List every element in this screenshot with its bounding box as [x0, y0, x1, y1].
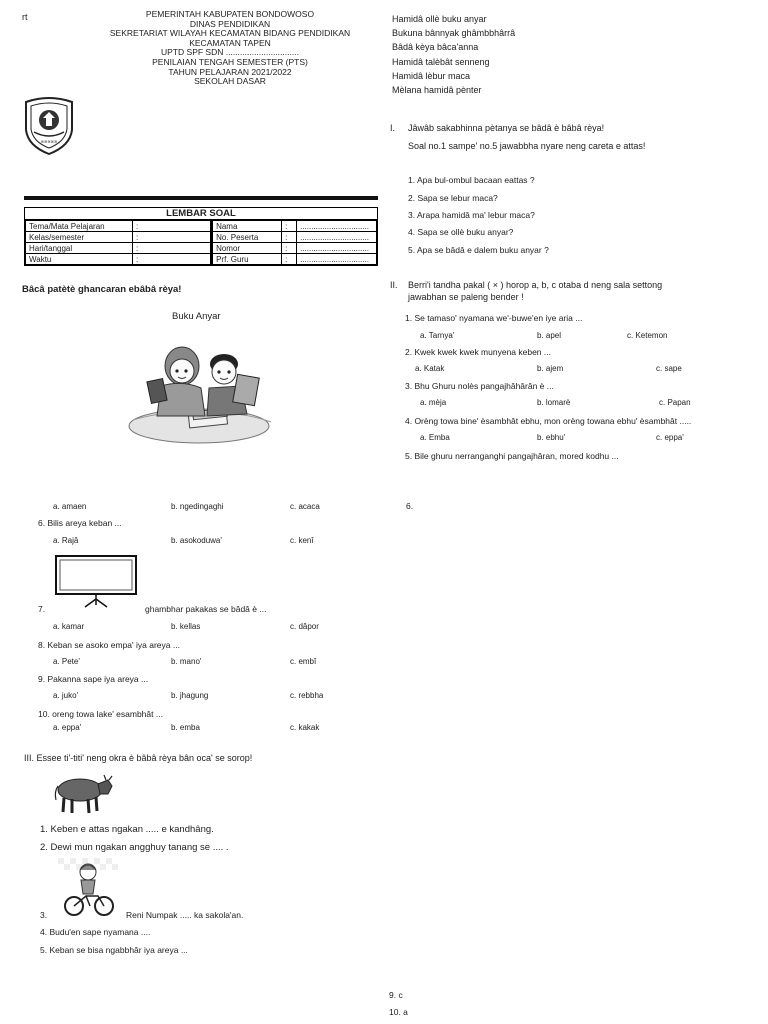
field-label: Hari/tanggal	[26, 243, 133, 254]
section2-number: II.	[390, 280, 398, 290]
fill-question: 4. Budu'en sape nyamana ....	[40, 927, 151, 937]
mc-option-c[interactable]: c. embî	[290, 657, 317, 666]
mc-option-a[interactable]: a. eppa'	[53, 723, 82, 732]
mc-option-b[interactable]: b. asokoduwa'	[171, 536, 222, 545]
lembar-soal-table	[24, 207, 378, 266]
mc-question: 1. Se tamaso' nyamana we'-buwe'en iye aria ...	[405, 313, 583, 323]
field-sep: :	[282, 243, 297, 254]
mc-question: 10. oreng towa lake' esambhât ...	[38, 709, 163, 719]
essay-question: 4. Sapa se ollè buku anyar?	[408, 227, 514, 237]
section3-title: III. Essee ti'-titi' neng okra è bâbâ rèya bân oca' se sorop!	[24, 753, 253, 763]
fill-question: 5. Keban se bisa ngabbhâr iya areya ...	[40, 945, 188, 955]
field-label: Waktu	[26, 254, 133, 265]
header-line: SEKRETARIAT WILAYAH KECAMATAN BIDANG PENDIDIKAN	[109, 28, 351, 39]
header-line: TAHUN PELAJARAN 2021/2022	[168, 66, 292, 77]
essay-question: 2. Sapa se lebur maca?	[408, 193, 498, 203]
header-line: KECAMATAN TAPEN	[189, 37, 271, 48]
mc-option-a[interactable]: a. Pete'	[53, 657, 80, 666]
mc-option-c[interactable]: c. kenî	[290, 536, 314, 545]
section1-title: Jâwâb sakabhinna pètanya se bâdâ è bâbâ rèya!	[408, 123, 605, 133]
field-sep: :	[282, 232, 297, 243]
mc-option-c[interactable]: c. eppa'	[656, 433, 684, 442]
header-line: DINAS PENDIDIKAN	[189, 18, 271, 29]
essay-question: 1. Apa bul-ombul bacaan eattas ?	[408, 175, 535, 185]
fill-question: 1. Keben e attas ngakan ..... e kandhâng.	[40, 824, 214, 835]
mc-option-c[interactable]: c. Ketemon	[627, 331, 668, 340]
mc-option-b[interactable]: b. jhagung	[171, 691, 209, 700]
mc-question: 6. Bilis areya keban ...	[38, 518, 122, 528]
svg-text:≋≋≋≋≋: ≋≋≋≋≋	[40, 139, 58, 144]
blackboard-icon	[55, 555, 137, 609]
question-number: 6.	[406, 501, 414, 511]
essay-question: 5. Apa se bâdâ e dalem buku anyar ?	[408, 245, 549, 255]
mc-option-a[interactable]: a. Emba	[420, 433, 450, 442]
mc-option-b[interactable]: b. mano'	[171, 657, 202, 666]
essay-question: 3. Arapa hamidâ ma' lebur maca?	[408, 210, 535, 220]
mc-question: 2. Kwek kwek kwek munyena keben ...	[405, 347, 551, 357]
mc-option-b[interactable]: b. ebhu'	[537, 433, 566, 442]
girl-bicycle-icon	[58, 858, 118, 918]
header-divider	[24, 196, 378, 200]
field-label: Nomor	[213, 243, 282, 254]
fill-question: Reni Numpak ..... ka sakola'an.	[126, 910, 244, 920]
field-label: Kelas/semester	[26, 232, 133, 243]
section2-title: Berri'i tandha pakal ( × ) horop a, b, c otaba d neng sala settong	[408, 280, 663, 290]
regency-logo-icon	[22, 96, 76, 156]
section1-subtitle: Soal no.1 sampe' no.5 jawabbha nyare neng careta e attas!	[408, 141, 646, 151]
header-line: PENILAIAN TENGAH SEMESTER (PTS)	[152, 56, 308, 67]
mc-option-c[interactable]: c. acaca	[290, 502, 320, 511]
field-sep: :	[133, 254, 211, 265]
field-sep: :	[282, 254, 297, 265]
answer-key-item: 9. c	[389, 990, 403, 1000]
story-line: Hamidâ lèbur maca	[392, 70, 471, 81]
mc-question: 9. Pakanna sape iya areya ...	[38, 674, 149, 684]
answer-key-item: 10. a	[389, 1007, 408, 1017]
story-line: Hamidâ ollè buku anyar	[392, 14, 487, 24]
header-line: UPTD SPF SDN ...............................	[161, 47, 299, 58]
fill-question: 2. Dewi mun ngakan angghuy tanang se .... .	[40, 842, 229, 853]
mc-question: 5. Bile ghuru nerranganghi pangajhâran, mored kodhu ...	[405, 451, 619, 461]
mc-option-c[interactable]: c. rebbha	[290, 691, 324, 700]
story-line: Hamidâ talèbât senneng	[392, 56, 490, 67]
mc-option-c[interactable]: c. sape	[656, 364, 682, 373]
mc-option-c[interactable]: c. Papan	[659, 398, 691, 407]
field-dots[interactable]: ...............................	[297, 243, 377, 254]
question-number: 3.	[40, 910, 48, 920]
field-sep: :	[133, 221, 211, 232]
corner-text: rt	[22, 12, 28, 22]
mc-option-c[interactable]: c. dâpor	[290, 622, 319, 631]
mc-option-b[interactable]: b. lomarè	[537, 398, 571, 407]
reading-instruction: Bâcâ patètè ghancaran ebâbâ rèya!	[22, 284, 182, 295]
mc-option-c[interactable]: c. kakak	[290, 723, 320, 732]
header-line: SEKOLAH DASAR	[194, 76, 266, 87]
story-line: Bukuna bânnyak ghâmbbhârrâ	[392, 28, 516, 39]
mc-option-b[interactable]: b. ajem	[537, 364, 564, 373]
mc-question: ghambhar pakakas se bâdâ è ...	[145, 604, 267, 614]
mc-question: 3. Bhu Ghuru nolès pangajhâhârân è ...	[405, 381, 554, 391]
mc-question: 4. Orèng towa bine' èsambhât ebhu, mon orèng towana ebhu' èsambhât .....	[405, 416, 692, 426]
mc-option-a[interactable]: a. kamar	[53, 622, 85, 631]
mc-option-b[interactable]: b. kellas	[171, 622, 201, 631]
story-line: Mèlana hamidâ pènter	[392, 85, 482, 96]
story-line: Bâdâ kèya bâca'anna	[392, 42, 479, 53]
field-dots[interactable]: ...............................	[297, 254, 377, 265]
field-dots[interactable]: ...............................	[297, 221, 377, 232]
field-sep: :	[133, 232, 211, 243]
mc-option-a[interactable]: a. Rajâ	[53, 536, 79, 545]
section1-number: I.	[390, 123, 396, 133]
mc-question: 8. Keban se asoko empa' iya areya ...	[38, 640, 180, 650]
field-label: Tema/Mata Pelajaran	[26, 221, 133, 232]
header-line: PEMERINTAH KABUPATEN BONDOWOSO	[145, 9, 315, 19]
story-title: Buku Anyar	[172, 311, 221, 322]
field-label: Nama	[213, 221, 282, 232]
field-label: No. Peserta	[213, 232, 282, 243]
mc-option-a[interactable]: a. Tarnya'	[420, 331, 455, 340]
section2-title-cont: jawabhan se paleng bender !	[408, 292, 524, 302]
mc-option-b[interactable]: b. ngedingaghi	[171, 502, 224, 511]
story-text	[392, 12, 515, 97]
question-number: 7.	[38, 604, 46, 614]
school-header	[90, 10, 370, 87]
mc-option-a[interactable]: a. Katak	[415, 364, 445, 373]
mc-option-b[interactable]: b. emba	[171, 723, 200, 732]
field-dots[interactable]: ...............................	[297, 232, 377, 243]
mc-option-b[interactable]: b. apel	[537, 331, 562, 340]
field-label: Prf. Guru	[213, 254, 282, 265]
mc-option-a[interactable]: a. amaen	[53, 502, 87, 511]
cow-icon	[52, 772, 114, 816]
mc-option-a[interactable]: a. mèja	[420, 398, 447, 407]
field-sep: :	[133, 243, 211, 254]
field-sep: :	[282, 221, 297, 232]
kids-reading-illustration	[125, 336, 275, 448]
lembar-title: LEMBAR SOAL	[25, 208, 378, 220]
mc-option-a[interactable]: a. juko'	[53, 691, 79, 700]
